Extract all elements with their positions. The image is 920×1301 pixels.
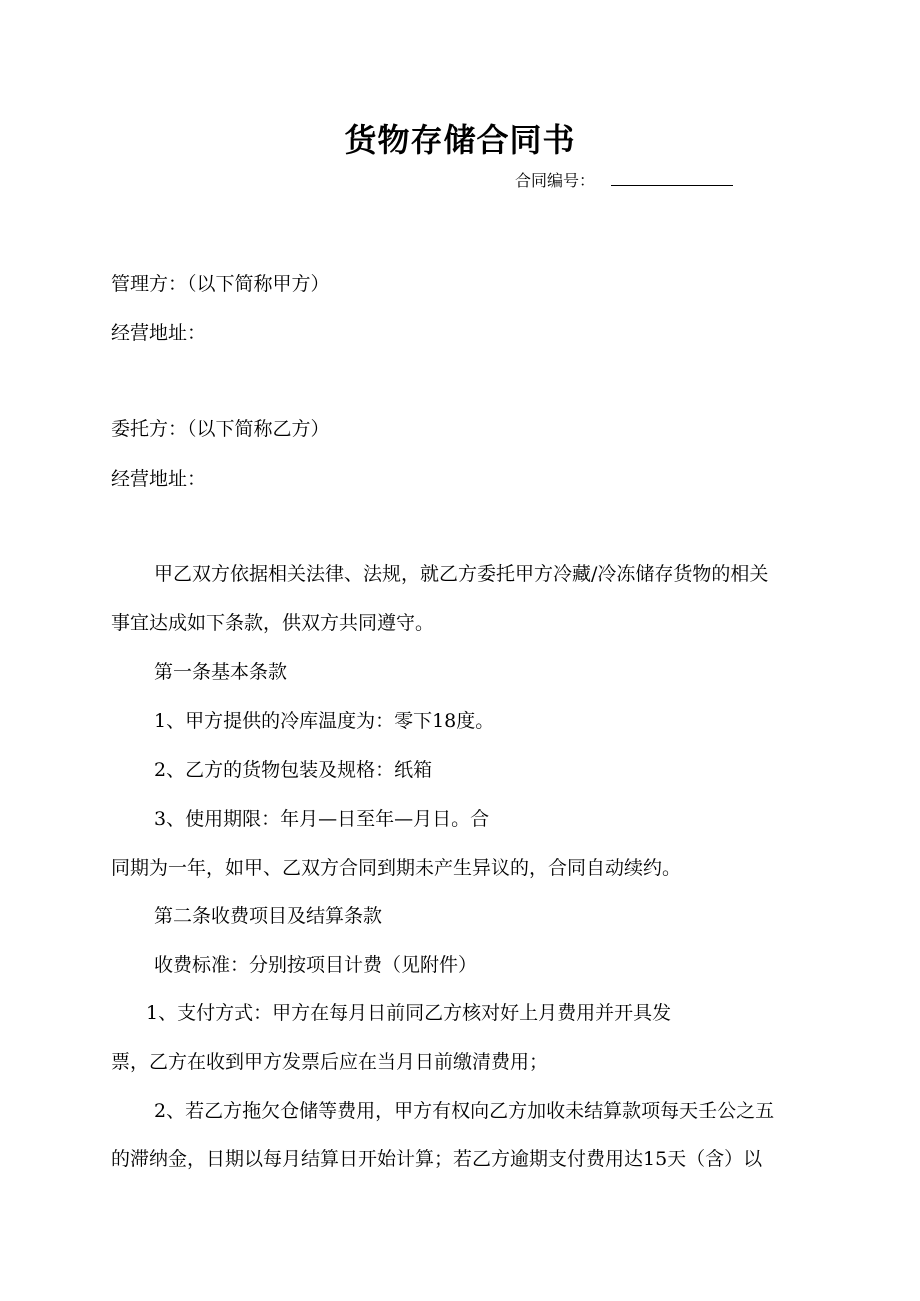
intro-paragraph-line-2: 事宜达成如下条款，供双方共同遵守。 — [111, 612, 435, 634]
article-2-title: 第二条收费项目及结算条款 — [154, 905, 383, 927]
arrears-clause-line-2: 的滞纳金，日期以每月结算日开始计算；若乙方逾期支付费用达15天（含）以 — [111, 1148, 763, 1170]
fee-standard: 收费标准：分别按项目计费（见附件） — [154, 954, 478, 976]
article-1-item-2: 2、乙方的货物包装及规格：纸箱 — [154, 759, 433, 781]
article-1-title: 第一条基本条款 — [154, 661, 288, 683]
document-title: 货物存储合同书 — [344, 121, 576, 159]
payment-method-line-2: 票，乙方在收到甲方发票后应在当月日前缴清费用； — [111, 1051, 549, 1073]
article-1-item-3-line-1: 3、使用期限：年月—日至年—月日。合 — [154, 808, 490, 830]
intro-paragraph-line-1: 甲乙双方依据相关法律、法规，就乙方委托甲方冷藏/冷冻储存货物的相关 — [154, 563, 769, 585]
party-b-address: 经营地址： — [111, 468, 207, 490]
payment-method-line-1: 1、支付方式：甲方在每月日前同乙方核对好上月费用并开具发 — [146, 1002, 672, 1024]
article-1-item-3-line-2: 同期为一年，如甲、乙双方合同到期未产生异议的，合同自动续约。 — [111, 857, 682, 879]
party-b-label: 委托方：（以下简称乙方） — [111, 418, 330, 440]
article-1-item-1: 1、甲方提供的冷库温度为：零下18度。 — [154, 710, 495, 732]
party-a-label: 管理方：（以下简称甲方） — [111, 273, 330, 295]
contract-number-label: 合同编号： — [515, 171, 596, 190]
contract-number-field — [515, 170, 733, 192]
arrears-clause-line-1: 2、若乙方拖欠仓储等费用，甲方有权向乙方加收未结算款项每天壬公之五 — [154, 1100, 775, 1122]
party-a-address: 经营地址： — [111, 322, 207, 344]
contract-number-blank — [611, 171, 733, 186]
